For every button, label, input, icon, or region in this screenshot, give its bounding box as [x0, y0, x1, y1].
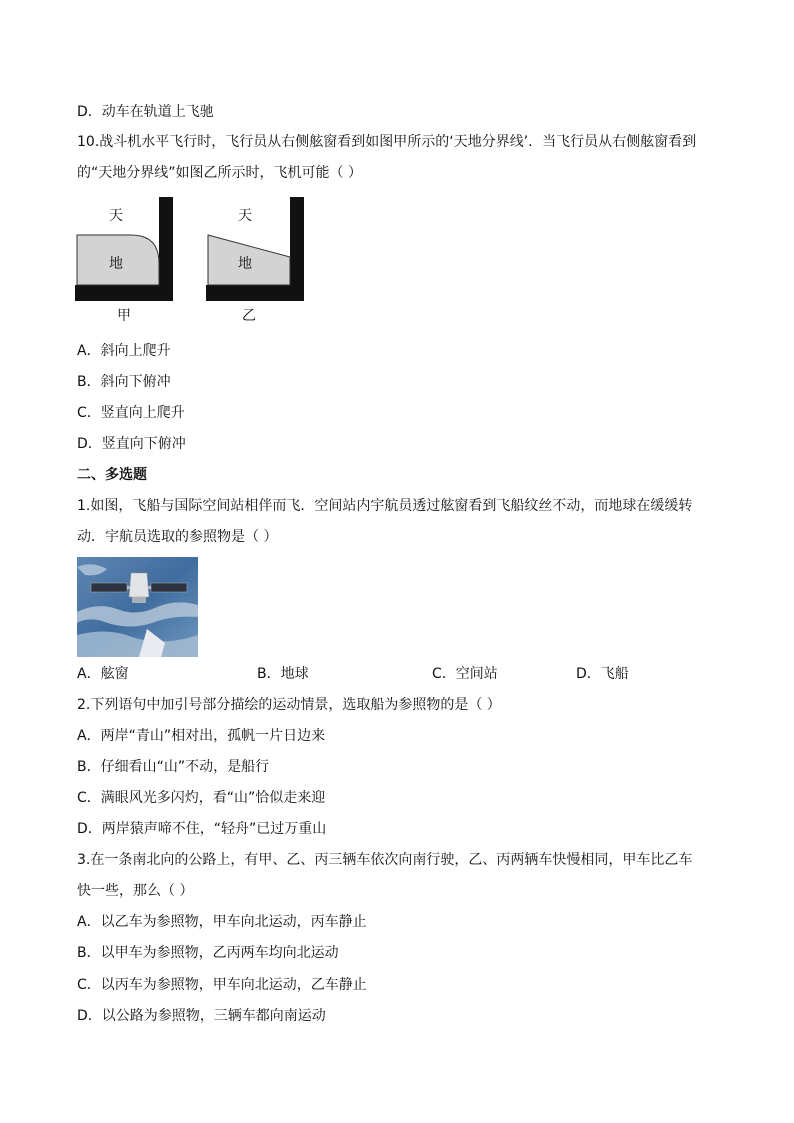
figure-yi-ground-label: 地: [238, 256, 252, 272]
mq2-option-b: B．仔细看山“山”不动，是船行: [77, 759, 270, 775]
mq3-stem-line1: 3.在一条南北向的公路上，有甲、乙、丙三辆车依次向南行驶，乙、丙两辆车快慢相同，甲车比乙车: [77, 852, 693, 868]
figure-yi-sky-label: 天: [238, 208, 252, 224]
mq1-option-c: C．空间站: [432, 666, 498, 682]
q10-stem-line1: 10.战斗机水平飞行时，飞行员从右侧舷窗看到如图甲所示的‘天地分界线’．当飞行员从右侧舷窗看到: [77, 134, 697, 150]
option-d-prev: D．动车在轨道上飞驰: [77, 104, 214, 120]
figure-yi-drawing: [206, 197, 306, 303]
mq2-option-d: D．两岸猿声啼不住，“轻舟”已过万重山: [77, 821, 327, 837]
mq1-stem-line1: 1.如图，飞船与国际空间站相伴而飞．空间站内宇航员透过舷窗看到飞船纹丝不动，而地球在缓缓转: [77, 498, 693, 514]
q10-option-c: C．竖直向上爬升: [77, 405, 185, 421]
mq3-option-d: D．以公路为参照物，三辆车都向南运动: [77, 1008, 326, 1024]
mq3-option-b: B．以甲车为参照物，乙丙两车均向北运动: [77, 945, 339, 961]
section-title: 二、多选题: [77, 467, 147, 483]
mq3-option-c: C．以丙车为参照物，甲车向北运动，乙车静止: [77, 977, 367, 993]
figure-jia-sky-label: 天: [109, 208, 123, 224]
mq2-stem: 2.下列语句中加引号部分描绘的运动情景，选取船为参照物的是（ ）: [77, 697, 501, 713]
figure-yi-caption: 乙: [242, 308, 256, 324]
mq2-option-a: A．两岸“青山”相对出，孤帆一片日边来: [77, 728, 326, 744]
mq1-option-d: D．飞船: [576, 666, 629, 682]
q10-stem-line2: 的“天地分界线”如图乙所示时，飞机可能（ ）: [77, 165, 362, 181]
mq1-options: [77, 664, 717, 684]
q10-option-d: D．竖直向下俯冲: [77, 436, 186, 452]
mq3-option-a: A．以乙车为参照物，甲车向北运动，丙车静止: [77, 914, 367, 930]
mq2-option-c: C．满眼风光多闪灼，看“山”恰似走来迎: [77, 790, 326, 806]
figure-jia-drawing: [75, 197, 175, 303]
q10-option-b: B．斜向下俯冲: [77, 374, 171, 390]
figure-jia-caption: 甲: [117, 308, 131, 324]
q10-option-a: A．斜向上爬升: [77, 343, 171, 359]
figure-jia-ground-label: 地: [109, 256, 123, 272]
mq1-option-b: B．地球: [257, 666, 309, 682]
mq3-stem-line2: 快一些，那么（ ）: [77, 883, 194, 899]
spacecraft-earth-photo: [77, 557, 198, 657]
mq1-option-a: A．舷窗: [77, 666, 129, 682]
mq1-stem-line2: 动．宇航员选取的参照物是（ ）: [77, 529, 278, 545]
